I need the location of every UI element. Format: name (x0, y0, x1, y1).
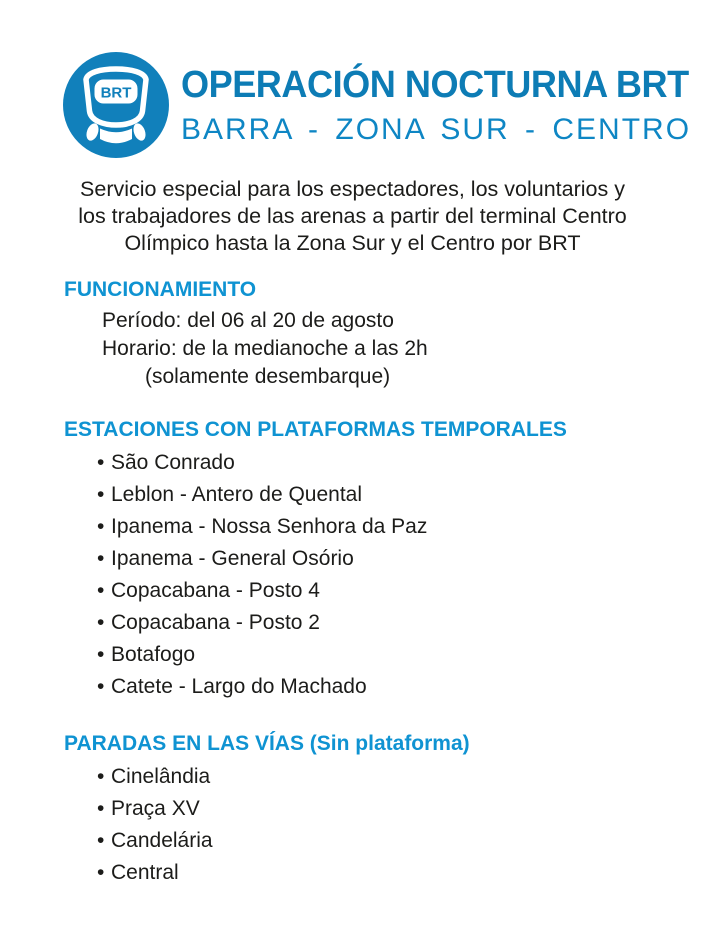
station-name: Ipanema - General Osório (111, 547, 354, 570)
bullet-icon: • (97, 675, 105, 698)
station-name: Catete - Largo do Machado (111, 675, 367, 698)
bullet-icon: • (97, 547, 105, 570)
stop-item (97, 761, 705, 793)
station-item (97, 639, 705, 671)
bullet-icon: • (97, 611, 105, 634)
bullet-icon: • (97, 515, 105, 538)
section-heading-paradas: PARADAS EN LAS VÍAS (Sin plataforma) (64, 732, 470, 755)
bullet-icon: • (97, 829, 105, 852)
station-item (97, 607, 705, 639)
stop-name: Praça XV (111, 797, 200, 820)
bullet-icon: • (97, 765, 105, 788)
station-item (97, 543, 705, 575)
section-heading-estaciones: ESTACIONES CON PLATAFORMAS TEMPORALES (64, 418, 567, 441)
logo-label: BRT (100, 84, 132, 102)
stop-item (97, 857, 705, 889)
bullet-icon: • (97, 797, 105, 820)
stop-name: Cinelândia (111, 765, 211, 788)
period-line: Período: del 06 al 20 de agosto (102, 309, 394, 332)
bullet-icon: • (97, 861, 105, 884)
bullet-icon: • (97, 483, 105, 506)
brt-bus-logo-icon (63, 52, 169, 158)
section-estaciones (64, 417, 705, 703)
section-heading-funcionamiento: FUNCIONAMIENTO (64, 278, 257, 301)
bullet-icon: • (97, 579, 105, 602)
section-paradas (64, 731, 705, 889)
page-title: OPERACIÓN NOCTURNA BRT (181, 63, 689, 106)
intro-line: Olímpico hasta la Zona Sur y el Centro por BRT (124, 231, 581, 255)
stop-item (97, 793, 705, 825)
stop-item (97, 825, 705, 857)
station-item (97, 447, 705, 479)
station-name: Copacabana - Posto 4 (111, 579, 320, 602)
stop-list (97, 761, 705, 889)
bullet-icon: • (97, 643, 105, 666)
station-item (97, 511, 705, 543)
station-name: Copacabana - Posto 2 (111, 611, 320, 634)
stop-name: Candelária (111, 829, 213, 852)
station-name: Leblon - Antero de Quental (111, 483, 363, 506)
station-name: São Conrado (111, 451, 235, 474)
station-name: Ipanema - Nossa Senhora da Paz (111, 515, 428, 538)
station-name: Botafogo (111, 643, 196, 666)
intro-line: Servicio especial para los espectadores, los voluntarios y (80, 177, 625, 201)
station-item (97, 575, 705, 607)
schedule-note-line: (solamente desembarque) (145, 365, 391, 388)
intro-text (0, 176, 705, 257)
station-item (97, 671, 705, 703)
stop-name: Central (111, 861, 179, 884)
station-item (97, 479, 705, 511)
station-list (97, 447, 705, 703)
intro-line: los trabajadores de las arenas a partir del terminal Centro (78, 204, 627, 228)
bullet-icon: • (97, 451, 105, 474)
page-subtitle: BARRA - ZONA SUR - CENTRO (181, 112, 692, 146)
schedule-line: Horario: de la medianoche a las 2h (102, 337, 428, 360)
header (0, 52, 705, 158)
funcionamiento-details (102, 307, 705, 391)
section-funcionamiento (64, 277, 705, 391)
header-titles (181, 64, 705, 147)
